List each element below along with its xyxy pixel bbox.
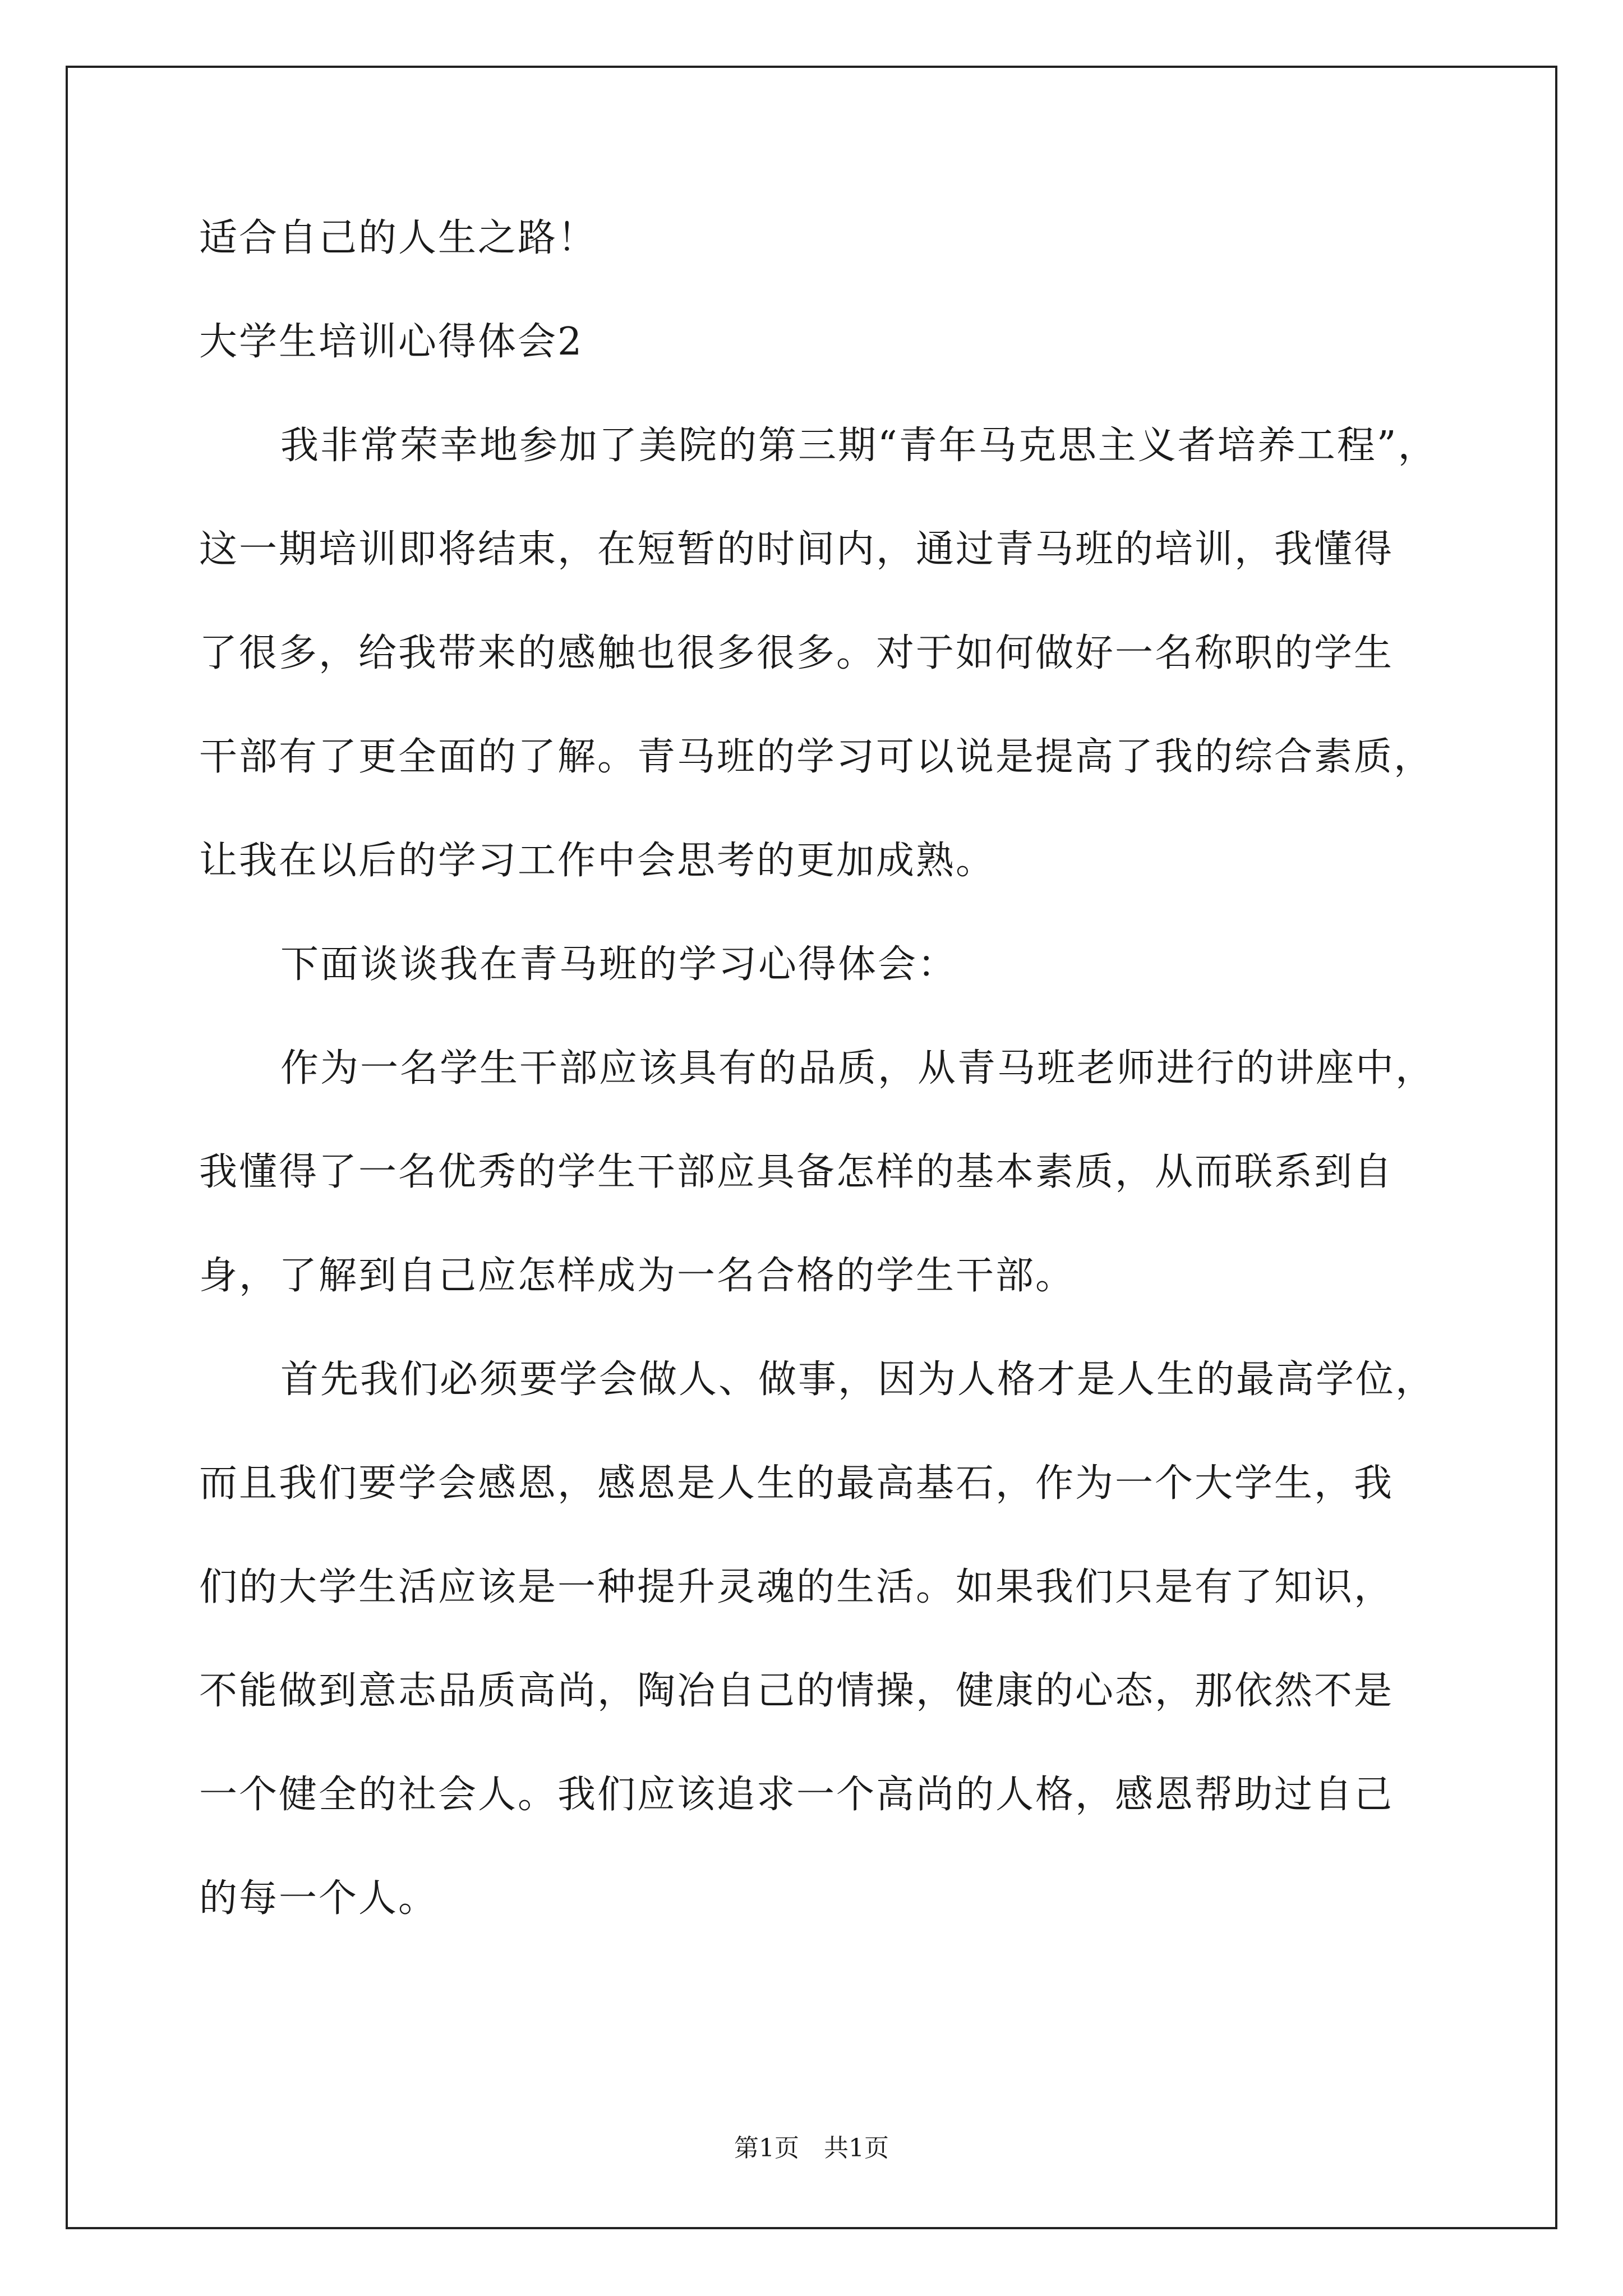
paragraph-line: 不能做到意志品质高尚，陶冶自己的情操，健康的心态，那依然不是 [199,1669,1394,1713]
paragraph-line: 适合自己的人生之路！ [199,216,598,260]
paragraph-line: 了很多，给我带来的感触也很多很多。对于如何做好一名称职的学生 [199,631,1394,675]
paragraph-line: 身，了解到自己应怎样成为一名合格的学生干部。 [199,1254,1076,1298]
paragraph-line: 干部有了更全面的了解。青马班的学习可以说是提高了我的综合素质， [199,735,1434,779]
paragraph-line: 一个健全的社会人。我们应该追求一个高尚的人格，感恩帮助过自己 [199,1773,1394,1817]
paragraph-line: 们的大学生活应该是一种提升灵魂的生活。如果我们只是有了知识， [199,1565,1394,1609]
paragraph-line: 我非常荣幸地参加了美院的第三期“青年马克思主义者培养工程”， [280,424,1438,468]
paragraph-line: 让我在以后的学习工作中会思考的更加成熟。 [199,839,996,883]
paragraph-line: 的每一个人。 [199,1876,439,1921]
paragraph-line: 下面谈谈我在青马班的学习心得体会： [280,942,958,987]
page-number-footer: 第1页 共1页 [734,2134,889,2162]
paragraph-line: 这一期培训即将结束，在短暂的时间内，通过青马班的培训，我懂得 [199,527,1394,572]
paragraph-line: 而且我们要学会感恩，感恩是人生的最高基石，作为一个大学生，我 [199,1461,1394,1506]
paragraph-line: 作为一名学生干部应该具有的品质，从青马班老师进行的讲座中， [280,1046,1436,1091]
section-heading: 大学生培训心得体会2 [199,320,584,364]
paragraph-line: 首先我们必须要学会做人、做事，因为人格才是人生的最高学位， [280,1358,1436,1402]
paragraph-line: 我懂得了一名优秀的学生干部应具备怎样的基本素质，从而联系到自 [199,1150,1394,1194]
